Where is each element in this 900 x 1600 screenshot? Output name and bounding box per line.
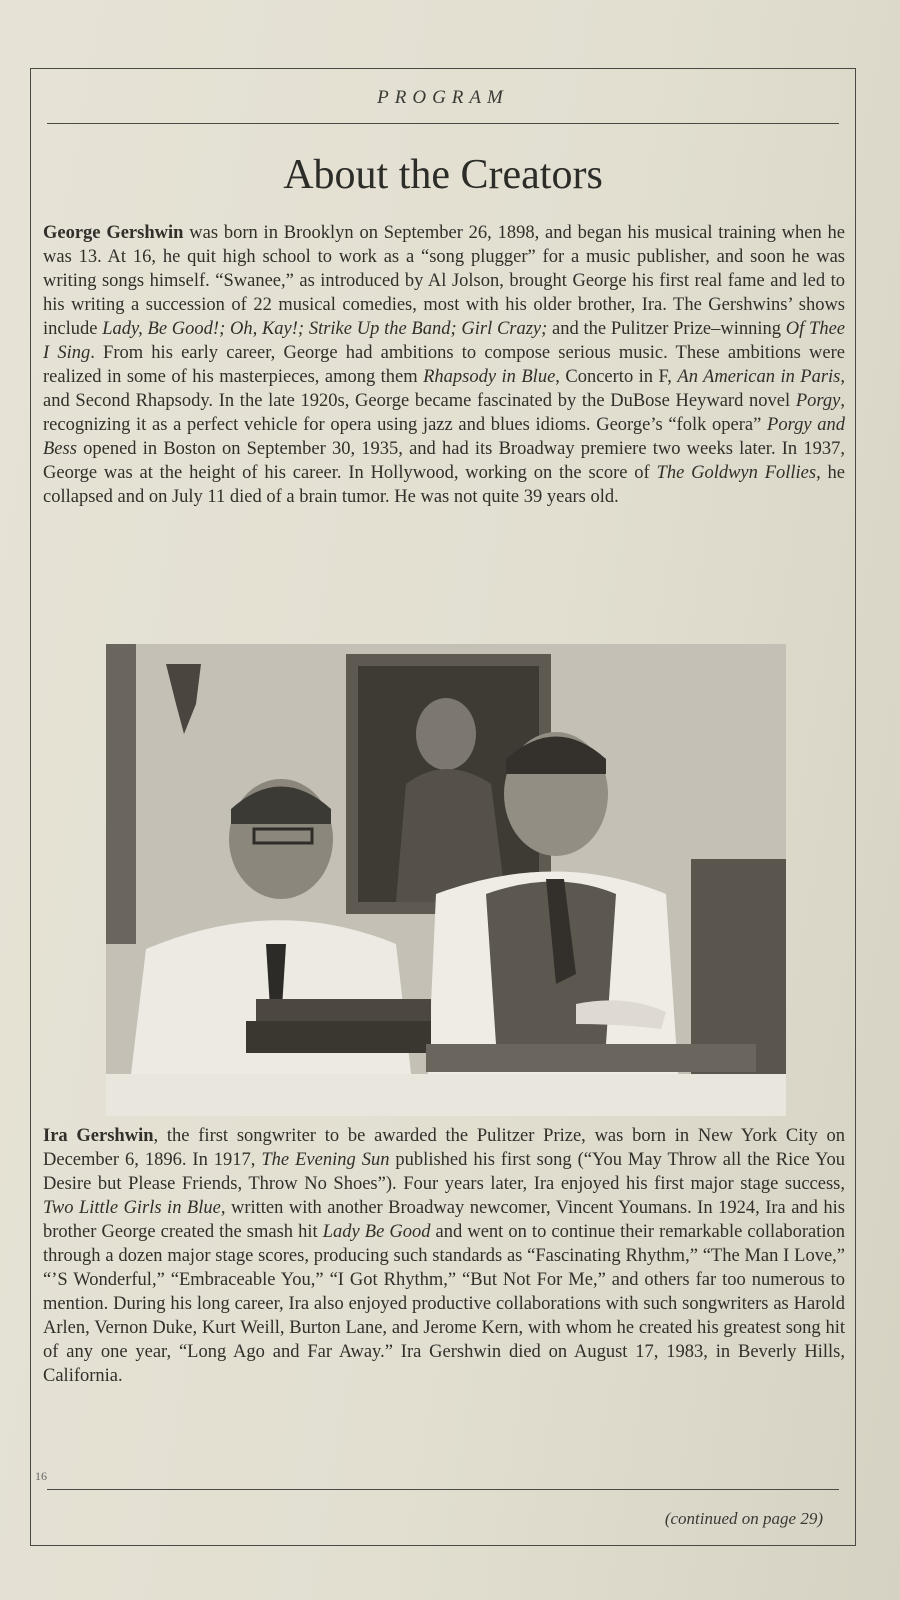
bio-text: , the first songwriter to be awarded the Pulitzer Prize, was born in New York City on December 6, 1896. In 1917, bbox=[43, 1126, 845, 1170]
bio-text: , he collapsed and on July 11 died of a brain tumor. He was not quite 39 years old. bbox=[43, 463, 845, 507]
work-title: Rhapsody in Blue bbox=[423, 367, 556, 387]
work-title: The Goldwyn Follies bbox=[656, 463, 817, 483]
bio-text: published his first song (“You May Throw all the Rice You Desire but Please Friends, Throw No Shoes”). Four years later, Ira enjoyed his first major stage success, bbox=[43, 1150, 845, 1194]
continued-note: (continued on page 29) bbox=[664, 1509, 823, 1528]
work-title: Porgy and Bess bbox=[43, 415, 845, 459]
george-gershwin-bio bbox=[43, 221, 845, 509]
bio-text: , written with another Broadway newcomer, Vincent Youmans. In 1924, Ira and his brother George created the smash hit bbox=[43, 1198, 845, 1242]
bio-text: and went on to continue their remarkable collaboration through a dozen major stage scores, producing such standards as “Fascinating Rhythm,” “The Man I Love,” “’S Wonderful,” “Embraceable You,” “I Got Rhythm,” “But Not For Me,” and others far too numerous to mention. During his long career, Ira also enjoyed productive collaborations with such songwriters as Harold Arlen, Vernon Duke, Kurt Weill, Burton Lane, and Jerome Kern, with whom he created his greatest song hit of any one year, “Long Ago and Far Away.” Ira Gershwin died on August 17, 1983, in Beverly Hills, California. bbox=[43, 1222, 845, 1386]
page-frame bbox=[30, 68, 856, 1546]
page-title: About the Creators bbox=[283, 152, 603, 198]
bio-text: and the Pulitzer Prize–winning bbox=[547, 319, 786, 339]
work-title: Porgy bbox=[795, 391, 841, 411]
ira-gershwin-bio bbox=[43, 1124, 845, 1388]
bio-name: Ira Gershwin bbox=[43, 1126, 154, 1146]
bio-text: . From his early career, George had ambitions to compose serious music. These ambitions were realized in some of his masterpieces, among them bbox=[43, 343, 845, 387]
bio-text: , Concerto in F, bbox=[555, 367, 678, 387]
header-rule bbox=[47, 123, 839, 124]
photo-illustration bbox=[106, 644, 786, 1116]
bio-text: and Second Rhapsody. In the late 1920s, George became fascinated by the DuBose Heyward novel bbox=[43, 391, 796, 411]
work-title: An American in Paris, bbox=[677, 367, 845, 387]
show-title: Two Little Girls in Blue bbox=[43, 1198, 221, 1218]
bio-text: opened in Boston on September 30, 1935, and had its Broadway premiere two weeks later. In 1937, George was at the height of his career. In Hollywood, working on the score of bbox=[43, 439, 845, 483]
show-title: Lady Be Good bbox=[322, 1222, 431, 1242]
bio-text: was born in Brooklyn on September 26, 1898, and began his musical training when he was 13. At 16, he quit high school to work as a “song plugger” for a music publisher, and soon he was writing songs himself. “Swanee,” as introduced by Al Jolson, brought George his first real fame and led to his writing a succession of 22 musical comedies, most with his older brother, Ira. The Gershwins’ shows include bbox=[43, 223, 845, 339]
bio-text: , recognizing it as a perfect vehicle for opera using jazz and blues idioms. George’s “folk opera” bbox=[43, 391, 845, 435]
show-titles: Lady, Be Good!; Oh, Kay!; Strike Up the Band; Girl Crazy; bbox=[102, 319, 548, 339]
running-header: PROGRAM bbox=[377, 87, 509, 108]
show-title: Of Thee I Sing bbox=[43, 319, 845, 363]
bio-name: George Gershwin bbox=[43, 223, 184, 243]
page-number: 16 bbox=[35, 1469, 47, 1483]
footer-rule bbox=[47, 1489, 839, 1490]
gershwin-brothers-photo bbox=[106, 644, 786, 1116]
newspaper-title: The Evening Sun bbox=[261, 1150, 390, 1170]
